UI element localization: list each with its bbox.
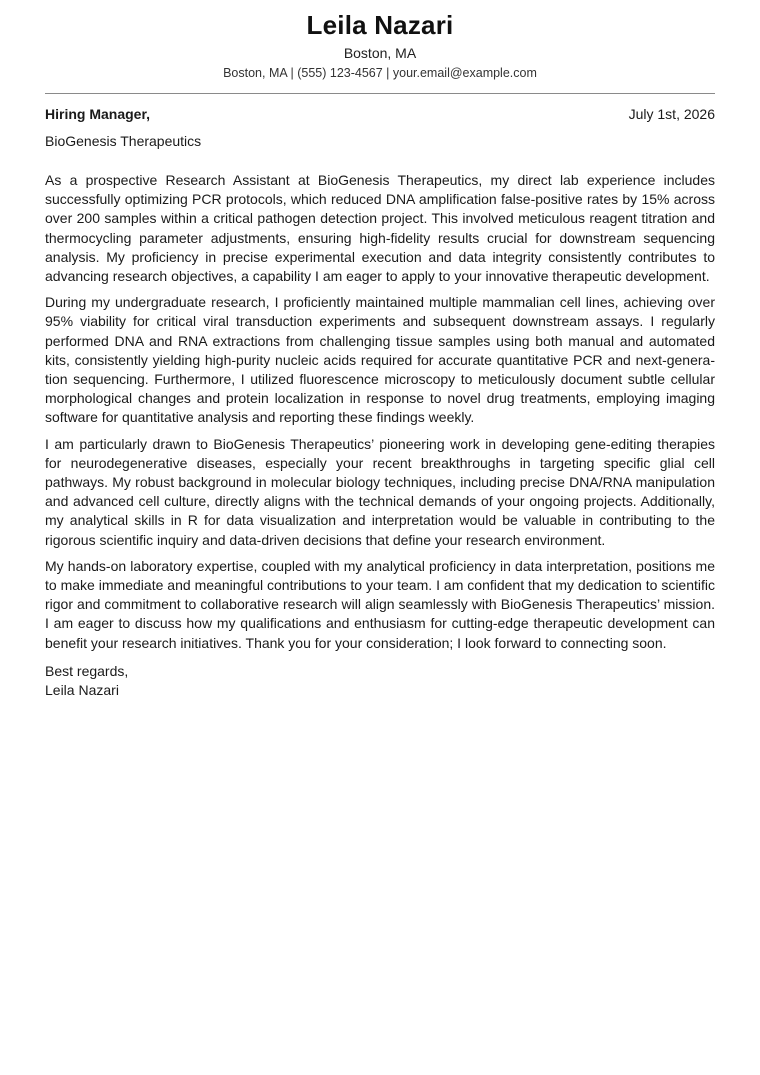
letter-closing [45, 662, 715, 701]
body-paragraph-2: During my undergraduate research, I proficiently maintained multiple mammalian cell lines, achieving over 95% viability for critical viral transduction experiments and subsequent downstream assays. I regularly performed DNA and RNA extractions from challenging tissue samples using both manual and automated kits, consistently yielding high-purity nucleic acids required for accurate quantitative PCR and next-generation sequencing. Furthermore, I utilized fluorescence microscopy to meticulously document subtle cellular morphological changes and protein localization in response to novel drug treatments, employing imaging software for quantitative analysis and reporting these findings weekly. [45, 294, 715, 426]
recipient-row [45, 104, 715, 124]
closing-signature: Leila Nazari [45, 682, 119, 699]
applicant-location: Boston, MA [343, 45, 417, 61]
body-paragraph-3: I am particularly drawn to BioGenesis Therapeutics’ pioneering work in developing gene-editing therapies for neurodegenerative diseases, especially your recent breakthroughs in targeting specific glial cell pathways. My robust background in molecular biology techniques, including precise DNA/RNA manipulation and advanced cell culture, directly aligns with the technical demands of your ongoing projects. Additionally, my analytical skills in R for data visualization and interpretation would be valuable in contributing to the rigorous scientific inquiry and data-driven decisions that define your research environment. [45, 435, 715, 548]
recipient-salutation: Hiring Manager, [45, 106, 151, 122]
body-paragraph-1: As a prospective Research Assistant at BioGenesis Therapeutics, my direct lab experience includes successfully optimizing PCR protocols, which reduced DNA amplification false-positive rates by 15% across over 200 samples within a critical pathogen detection project. This involved meticulous reagent titration and thermocycling parameter adjustments, ensuring high-fidelity results crucial for downstream sequencing analysis. My proficiency in precise experimental execution and data integrity consistently contributes to advancing research objectives, a capability I am eager to apply to your innovative therapeutic development. [45, 172, 715, 285]
letter-date: July 1st, 2026 [628, 106, 715, 122]
header-divider [45, 93, 715, 94]
letter-header [45, 0, 715, 82]
closing-salutation: Best regards, [45, 662, 129, 679]
recipient-company: BioGenesis Therapeutics [45, 133, 202, 149]
applicant-contact-line: Boston, MA | (555) 123-4567 | your.email@example.com [223, 66, 537, 80]
body-paragraph-4: My hands-on laboratory expertise, coupled with my analytical proficiency in data interpretation, positions me to make immediate and meaningful contributions to your team. I am confident that my dedication to scientific rigor and commitment to collaborative research will align seamlessly with BioGenesis Therapeutics’ mission. I am eager to discuss how my qualifications and enthusiasm for cutting-edge therapeutic development can benefit your research initiatives. Thank you for your consideration; I look forward to connecting soon. [45, 557, 715, 651]
letter-body [45, 171, 715, 653]
applicant-name: Leila Nazari [306, 10, 454, 40]
